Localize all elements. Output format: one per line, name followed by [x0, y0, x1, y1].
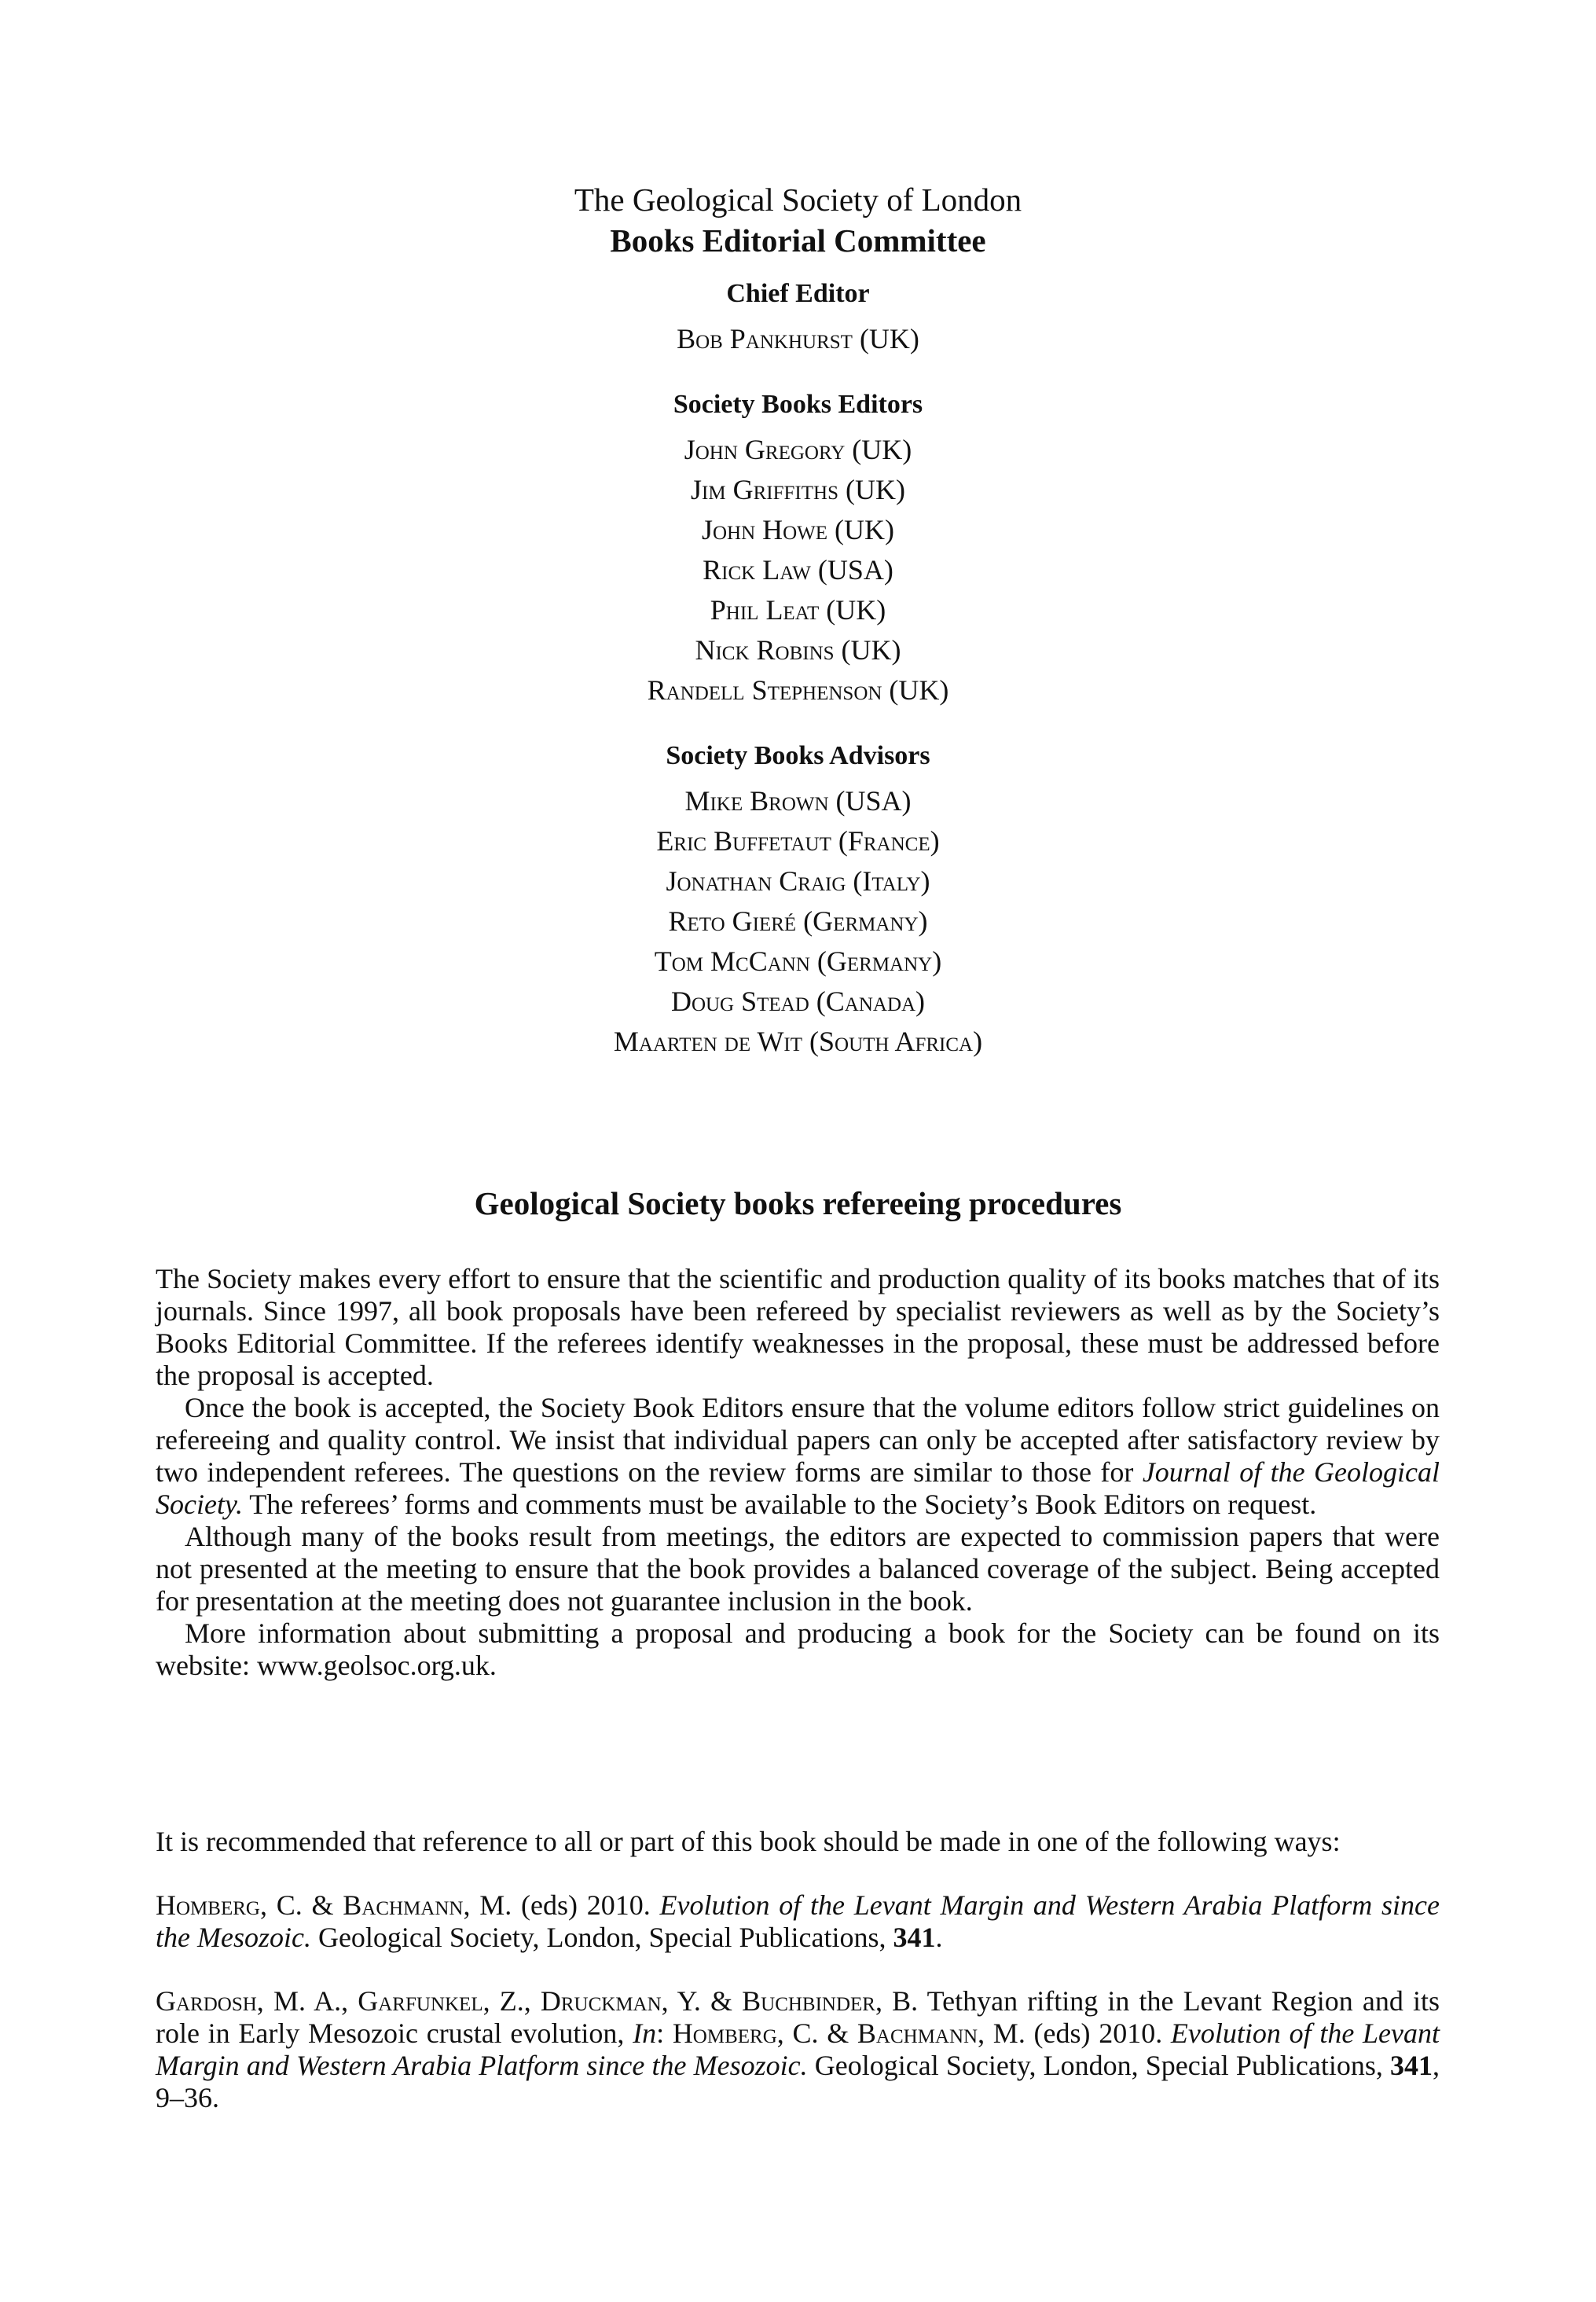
ref2-volume: 341 — [1390, 2050, 1433, 2081]
advisor-name: Reto Gieré (Germany) — [668, 905, 928, 937]
advisor-name: Maarten de Wit (South Africa) — [613, 1026, 983, 1057]
procedures-paragraph-4: More information about submitting a proposal and producing a book for the Society can be found on its website: www.geolsoc.org.uk. — [156, 1617, 1440, 1681]
citation-recommendations — [156, 1826, 1440, 2114]
editor-name: Randell Stephenson (UK) — [647, 674, 949, 706]
editor-name: Rick Law (USA) — [703, 554, 893, 586]
ref1-volume: 341 — [893, 1922, 936, 1953]
ref2-publisher: Geological Society, London, Special Publications, — [807, 2050, 1390, 2081]
ref2-in-colon: : — [656, 2017, 673, 2049]
ref2-in-label: In — [633, 2017, 657, 2049]
refereeing-procedures-body — [156, 1263, 1440, 1682]
editor-name: Jim Griffiths (UK) — [691, 474, 905, 505]
p2-text-before: Once the book is accepted, the Society Book Editors ensure that the volume editors follow strict guidelines on refereeing and quality control. We insist that individual papers can only be accepted after satisfactory review by two independent referees. The questions on the review forms are similar to those for — [156, 1392, 1440, 1488]
ref1-book-title: Evolution of the Levant Margin and Western Arabia Platform since the Mesozoic. — [156, 1889, 1440, 1953]
advisor-name: Jonathan Craig (Italy) — [666, 865, 930, 897]
society-books-advisors-heading: Society Books Advisors — [666, 741, 930, 770]
procedures-paragraph-3: Although many of the books result from meetings, the editors are expected to commission papers that were not presented at the meeting to ensure that the book provides a balanced coverage of the subject. Being accepted for presentation at the meeting does not guarantee inclusion in the book. — [156, 1521, 1440, 1617]
chief-editor-list — [0, 319, 1596, 359]
reference-entry-1 — [156, 1889, 1440, 1954]
ref2-year: (eds) 2010. — [1025, 2017, 1171, 2049]
citation-intro: It is recommended that reference to all or part of this book should be made in one of the following ways: — [156, 1826, 1341, 1857]
advisor-name: Doug Stead (Canada) — [670, 986, 926, 1017]
ref2-chapter-title: Tethyan rifting in the Levant Region and its role in Early Mesozoic crustal evolution, — [156, 1985, 1440, 2049]
society-books-advisors-list — [0, 781, 1596, 1062]
chief-editor-name: Bob Pankhurst (UK) — [677, 323, 919, 354]
journal-title: Journal of the Geological Society. — [156, 1456, 1440, 1520]
p2-text-after: The referees’ forms and comments must be available to the Society’s Book Editors on request. — [242, 1489, 1317, 1520]
ref1-year: (eds) 2010. — [512, 1889, 660, 1921]
procedures-paragraph-2 — [156, 1392, 1440, 1521]
ref1-end: . — [935, 1922, 943, 1953]
advisor-name: Mike Brown (USA) — [684, 785, 912, 817]
editor-name: John Howe (UK) — [701, 514, 895, 545]
refereeing-procedures-title: Geological Society books refereeing procedures — [474, 1185, 1122, 1221]
ref2-editors: Homberg, C. & Bachmann, M. — [672, 2017, 1025, 2049]
advisor-name: Tom McCann (Germany) — [654, 945, 942, 977]
editorial-committee-block — [0, 179, 1596, 1062]
ref2-book-title: Evolution of the Levant Margin and Western Arabia Platform since the Mesozoic. — [156, 2017, 1440, 2081]
ref1-publisher: Geological Society, London, Special Publications, — [310, 1922, 893, 1953]
ref2-pages: , 9–36. — [156, 2050, 1440, 2113]
advisor-name: Eric Buffetaut (France) — [656, 825, 940, 857]
ref2-authors: Gardosh, M. A., Garfunkel, Z., Druckman, Y. & Buchbinder, B. — [156, 1985, 919, 2017]
society-books-editors-heading: Society Books Editors — [673, 390, 923, 419]
reference-entry-2 — [156, 1985, 1440, 2114]
committee-title: Books Editorial Committee — [610, 222, 986, 259]
editor-name: John Gregory (UK) — [684, 434, 912, 465]
editor-name: Nick Robins (UK) — [695, 634, 901, 666]
society-books-editors-list — [0, 430, 1596, 710]
chief-editor-heading: Chief Editor — [726, 279, 870, 308]
society-name: The Geological Society of London — [574, 182, 1022, 218]
editor-name: Phil Leat (UK) — [710, 594, 886, 626]
ref1-authors: Homberg, C. & Bachmann, M. — [156, 1889, 512, 1921]
procedures-paragraph-1: The Society makes every effort to ensure that the scientific and production quality of its books matches that of its journals. Since 1997, all book proposals have been refereed by specialist reviewers as well as by the Society’s Books Editorial Committee. If the referees identify weaknesses in the proposal, these must be addressed before the proposal is accepted. — [156, 1263, 1440, 1391]
